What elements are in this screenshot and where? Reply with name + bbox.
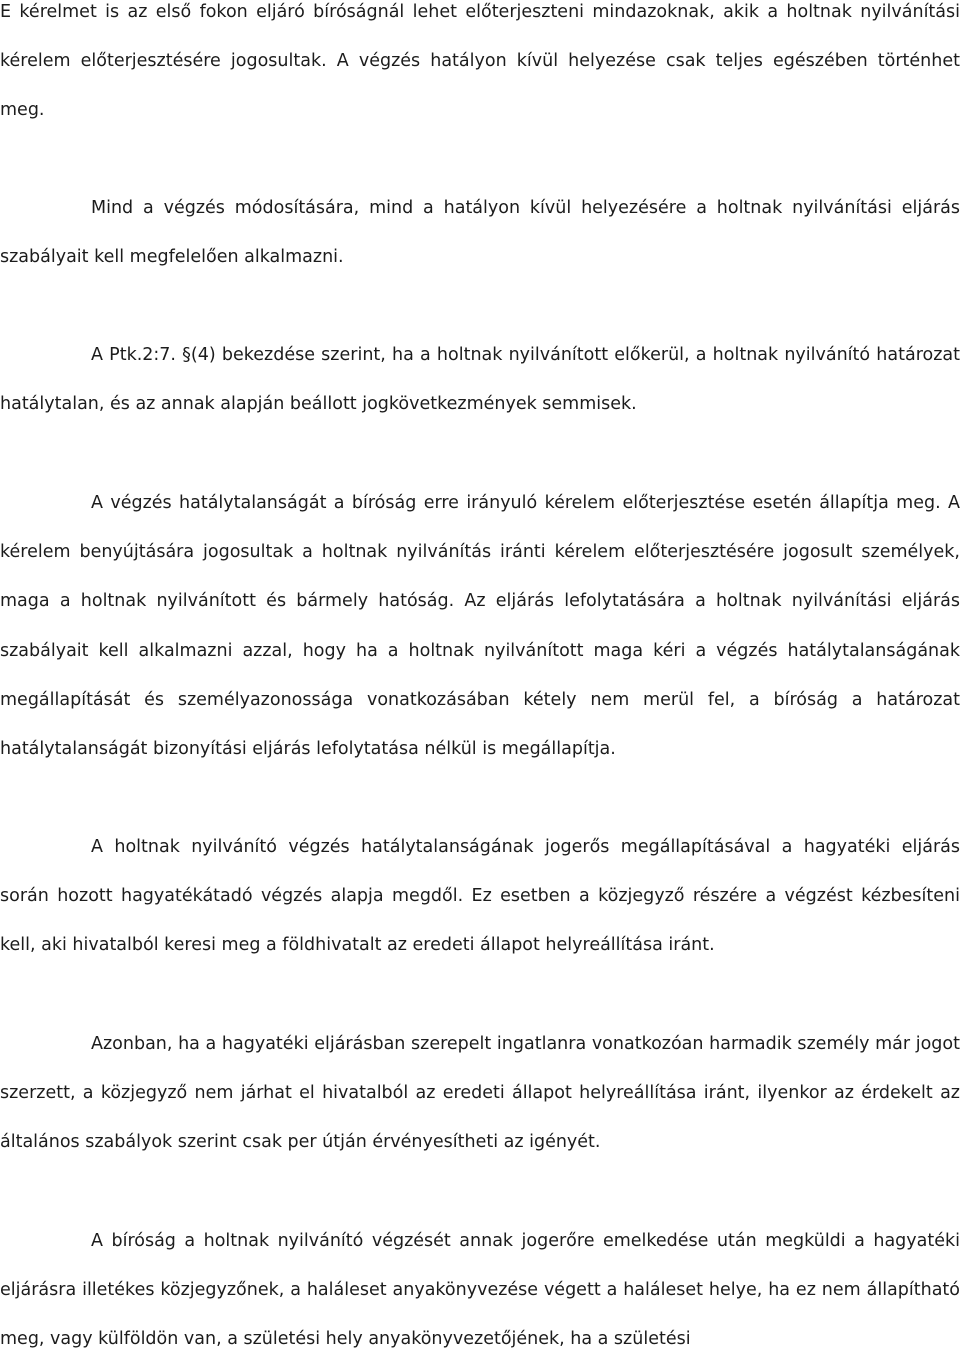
paragraph-6: Azonban, ha a hagyatéki eljárásban szerepelt ingatlanra vonatkozóan harmadik személy már jogot szerzett, a közjegyző nem járhat el hivatalból az eredeti állapot helyreállítása iránt, ilyenkor az érdekelt az általános szabályok szerint csak per útján érvényesítheti az igényét. — [0, 1034, 960, 1153]
paragraph-3: A Ptk.2:7. §(4) bekezdése szerint, ha a holtnak nyilvánított előkerül, a holtnak nyilvánító határozat hatálytalan, és az annak alapján beállott jogkövetkezmények semmisek. — [0, 345, 960, 415]
paragraph-2: Mind a végzés módosítására, mind a hatályon kívül helyezésére a holtnak nyilvánítási eljárás szabályait kell megfelelően alkalmazni. — [0, 198, 960, 268]
paragraph-4: A végzés hatálytalanságát a bíróság erre irányuló kérelem előterjesztése esetén állapítja meg. A kérelem benyújtására jogosultak a holtnak nyilvánítás iránti kérelem előterjesztésére jogosult személyek, maga a holtnak nyilvánított és bármely hatóság. Az eljárás lefolytatására a holtnak nyilvánítási eljárás szabályait kell alkalmazni azzal, hogy ha a holtnak nyilvánított maga kéri a végzés hatálytalanságának megállapítását és személyazonossága vonatkozásában kétely nem merül fel, a bíróság a határozat hatálytalanságát bizonyítási eljárás lefolytatása nélkül is megállapítja. — [0, 493, 960, 760]
paragraph-7: A bíróság a holtnak nyilvánító végzését annak jogerőre emelkedése után megküldi a hagyatéki eljárásra illetékes közjegyzőnek, a haláleset anyakönyvezése végett a haláleset helye, ha ez nem állapítható meg, vagy külföldön van, a születési hely anyakönyvezetőjének, ha a születési — [0, 1231, 960, 1350]
paragraph-1: E kérelmet is az első fokon eljáró bíróságnál lehet előterjeszteni mindazoknak, akik a holtnak nyilvánítási kérelem előterjesztésére jogosultak. A végzés hatályon kívül helyezése csak teljes egészében történhet meg. — [0, 2, 960, 121]
paragraph-5: A holtnak nyilvánító végzés hatálytalanságának jogerős megállapításával a hagyatéki eljárás során hozott hagyatékátadó végzés alapja megdől. Ez esetben a közjegyző részére a végzést kézbesíteni kell, aki hivatalból keresi meg a földhivatalt az eredeti állapot helyreállítása iránt. — [0, 837, 960, 956]
